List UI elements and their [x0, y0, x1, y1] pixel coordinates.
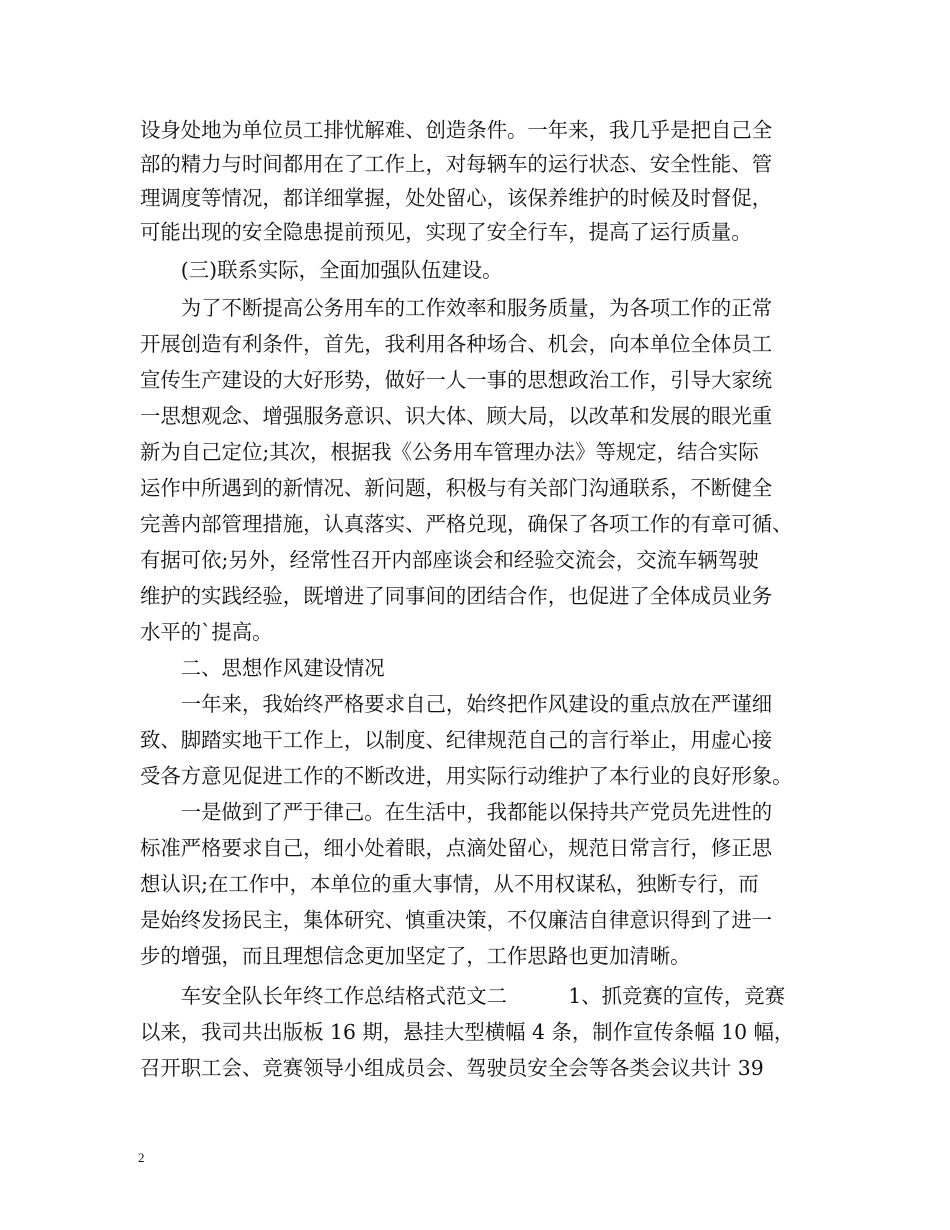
body-text-line: 有据可依;另外，经常性召开内部座谈会和经验交流会，交流车辆驾驶	[140, 548, 759, 572]
body-text-line: 车安全队长年终工作总结格式范文二 1、抓竞赛的宣传，竞赛	[140, 984, 786, 1008]
body-text-line: 致、脚踏实地干工作上，以制度、纪律规范自己的言行举止，用虚心接	[140, 728, 773, 752]
body-text-line: 一是做到了严于律己。在生活中，我都能以保持共产党员先进性的	[140, 800, 773, 824]
section-heading: 二、思想作风建设情况	[140, 656, 385, 680]
body-text-line: 步的增强，而且理想信念更加坚定了，工作思路也更加清晰。	[140, 944, 691, 968]
body-text-line: 召开职工会、竞赛领导小组成员会、驾驶员安全会等各类会议共计 39	[140, 1056, 764, 1080]
body-text-line: 水平的`提高。	[140, 620, 273, 644]
body-text-line: 想认识;在工作中，本单位的重大事情，从不用权谋私，独断专行，而	[140, 872, 759, 896]
body-text-line: 以来，我司共出版板 16 期，悬挂大型横幅 4 条，制作宣传条幅 10 幅，	[140, 1020, 795, 1044]
body-text-line: 可能出现的安全隐患提前预见，实现了安全行车，提高了运行质量。	[140, 220, 752, 244]
body-text-line: 一年来，我始终严格要求自己，始终把作风建设的重点放在严谨细	[140, 692, 773, 716]
body-text-line: 理调度等情况，都详细掌握，处处留心，该保养维护的时候及时督促，	[140, 186, 773, 210]
body-text-line: 受各方意见促进工作的不断改进，用实际行动维护了本行业的良好形象。	[140, 764, 793, 788]
body-text-line: 一思想观念、增强服务意识、识大体、顾大局，以改革和发展的眼光重	[140, 404, 773, 428]
body-text-line: 完善内部管理措施，认真落实、严格兑现，确保了各项工作的有章可循、	[140, 512, 793, 536]
body-text-line: 设身处地为单位员工排忧解难、创造条件。一年来，我几乎是把自己全	[140, 118, 773, 142]
body-text-line: 宣传生产建设的大好形势，做好一人一事的思想政治工作，引导大家统	[140, 368, 773, 392]
body-text-line: 运作中所遇到的新情况、新问题，积极与有关部门沟通联系，不断健全	[140, 476, 773, 500]
body-text-line: 开展创造有利条件，首先，我利用各种场合、机会，向本单位全体员工	[140, 332, 773, 356]
body-text-line: 部的精力与时间都用在了工作上，对每辆车的运行状态、安全性能、管	[140, 152, 773, 176]
body-text-line: 是始终发扬民主，集体研究、慎重决策，不仅廉洁自律意识得到了进一	[140, 908, 773, 932]
body-text-line: 新为自己定位;其次，根据我《公务用车管理办法》等规定，结合实际	[140, 440, 759, 464]
body-text-line: 维护的实践经验，既增进了同事间的团结合作，也促进了全体成员业务	[140, 584, 773, 608]
page-number: 2	[138, 1150, 145, 1165]
section-heading: (三)联系实际，全面加强队伍建设。	[140, 258, 503, 282]
body-text-line: 为了不断提高公务用车的工作效率和服务质量，为各项工作的正常	[140, 296, 773, 320]
body-text-line: 标准严格要求自己，细小处着眼，点滴处留心，规范日常言行，修正思	[140, 836, 773, 860]
